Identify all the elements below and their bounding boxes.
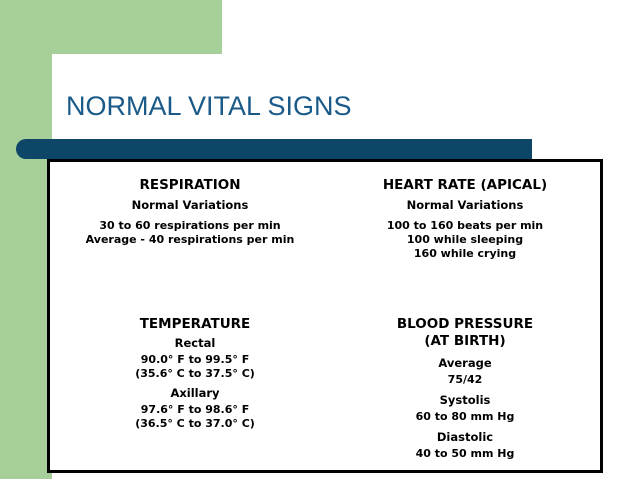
respiration-heading: RESPIRATION <box>139 177 241 193</box>
heart-rate-subheading: Normal Variations <box>406 198 524 212</box>
rectal-celsius: (35.6° C to 37.5° C) <box>135 367 255 380</box>
systolic-label: Systolis <box>439 393 491 407</box>
heart-rate-line: 100 while sleeping <box>406 233 524 246</box>
temperature-section <box>100 316 290 431</box>
respiration-section <box>70 177 310 247</box>
blood-pressure-section <box>355 316 575 461</box>
average-value: 75/42 <box>447 373 483 386</box>
rectal-label: Rectal <box>174 336 216 350</box>
average-label: Average <box>438 356 492 370</box>
axillary-celsius: (36.5° C to 37.0° C) <box>135 417 255 430</box>
blood-pressure-heading: BLOOD PRESSURE <box>396 316 534 332</box>
heart-rate-line: 100 to 160 beats per min <box>386 219 544 232</box>
diastolic-label: Diastolic <box>436 430 494 444</box>
blood-pressure-subheading: (AT BIRTH) <box>424 333 506 349</box>
respiration-line: Average - 40 respirations per min <box>85 233 295 246</box>
axillary-label: Axillary <box>170 386 220 400</box>
title-underline-bar <box>16 139 532 159</box>
vital-signs-image <box>47 159 603 473</box>
respiration-subheading: Normal Variations <box>131 198 249 212</box>
heart-rate-heading-main: HEART RATE <box>382 177 476 193</box>
heart-rate-heading-suffix: (APICAL) <box>480 177 548 193</box>
respiration-line: 30 to 60 respirations per min <box>99 219 281 232</box>
heart-rate-heading <box>350 177 580 194</box>
rectal-fahrenheit: 90.0° F to 99.5° F <box>140 353 250 366</box>
diastolic-value: 40 to 50 mm Hg <box>415 447 515 460</box>
systolic-value: 60 to 80 mm Hg <box>415 410 515 423</box>
heart-rate-line: 160 while crying <box>413 247 517 260</box>
heart-rate-section <box>350 177 580 261</box>
temperature-heading: TEMPERATURE <box>139 316 251 332</box>
axillary-fahrenheit: 97.6° F to 98.6° F <box>140 403 250 416</box>
page-title: NORMAL VITAL SIGNS <box>66 91 352 121</box>
